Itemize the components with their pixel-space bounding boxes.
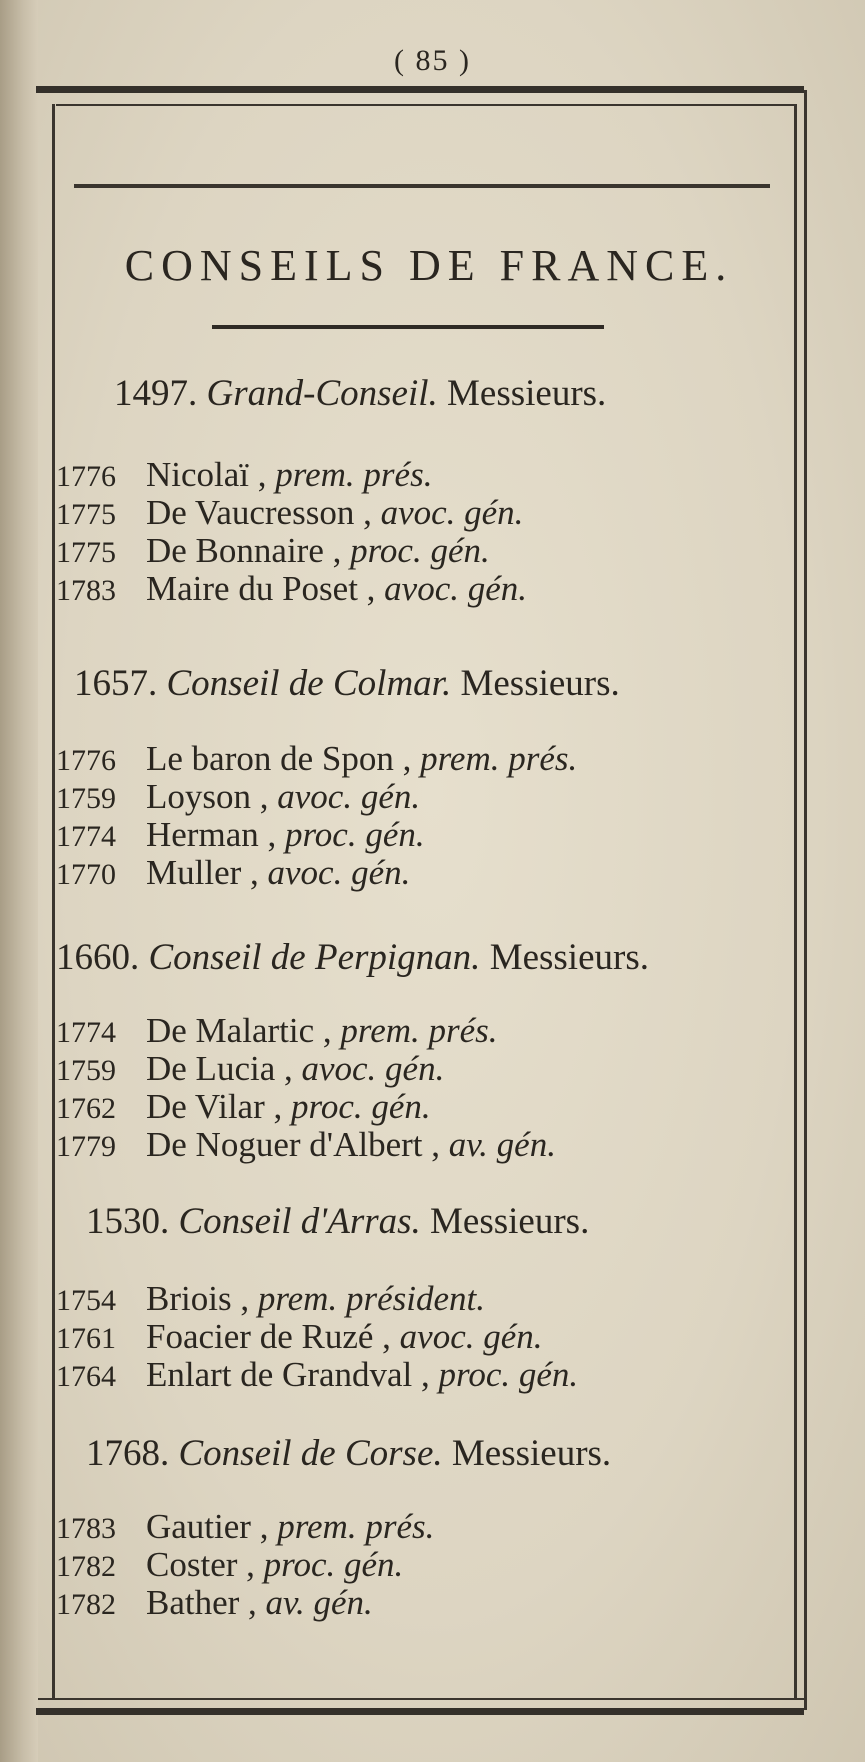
list-item [56,457,801,495]
entry-year: 1762 [56,1092,116,1125]
section-year: 1530. [86,1201,170,1242]
list-item [56,1089,801,1127]
section-heading [56,936,801,979]
entry-name: De Bonnaire , [146,531,342,570]
list-item [56,1585,801,1623]
entry-year: 1774 [56,820,116,853]
page-number: ( 85 ) [394,44,471,77]
bottom-inner-rule [38,1698,806,1700]
entry-title: avoc. gén. [399,1317,543,1356]
right-frame-line-outer [804,90,807,1710]
section-suffix: Messieurs. [430,1201,590,1242]
list-item [56,855,801,893]
entry-name: Gautier , [146,1507,269,1546]
list-item [56,1281,801,1319]
entry-name: Foacier de Ruzé , [146,1317,391,1356]
entry-year: 1783 [56,574,116,607]
entry-year: 1782 [56,1550,116,1583]
section-suffix: Messieurs. [451,1433,612,1474]
entry-title: prem. président. [257,1279,485,1318]
section-year: 1497. [114,373,198,414]
entry-year: 1754 [56,1284,116,1317]
entry-title: av. gén. [265,1583,373,1622]
entry-title: proc. gén. [284,815,425,854]
entry-year: 1775 [56,498,116,531]
entry-name: Le baron de Spon , [146,739,412,778]
section-heading [56,1200,801,1243]
section-name: Conseil de Colmar. [166,663,452,704]
entry-year: 1779 [56,1130,116,1163]
list-item [56,533,801,571]
entry-title: avoc. gén. [267,853,411,892]
section-grand-conseil [56,372,801,609]
section-name: Grand-Conseil. [206,373,438,414]
entry-title: avoc. gén. [384,569,528,608]
entry-name: Coster , [146,1545,255,1584]
entry-year: 1774 [56,1016,116,1049]
list-item [56,1319,801,1357]
section-conseil-corse [56,1432,801,1623]
section-conseil-perpignan [56,936,801,1165]
entry-year: 1764 [56,1360,116,1393]
section-suffix: Messieurs. [447,373,607,414]
entry-title: proc. gén. [438,1355,579,1394]
list-item [56,741,801,779]
entry-name: Bather , [146,1583,257,1622]
section-name: Conseil de Corse. [178,1433,443,1474]
entry-title: avoc. gén. [277,777,421,816]
entry-title: avoc. gén. [380,493,524,532]
list-item [56,1357,801,1395]
entry-name: De Malartic , [146,1011,332,1050]
entry-year: 1759 [56,782,116,815]
entry-year: 1770 [56,858,116,891]
entry-name: Maire du Poset , [146,569,376,608]
entry-year: 1761 [56,1322,116,1355]
entry-name: De Lucia , [146,1049,293,1088]
section-year: 1768. [86,1433,170,1474]
entry-title: prem. prés. [277,1507,435,1546]
page-gutter-shadow [0,0,38,1762]
list-item [56,1547,801,1585]
section-heading [56,662,801,705]
entry-name: De Vaucresson , [146,493,372,532]
list-item [56,1051,801,1089]
section-heading [56,1432,801,1475]
section-year: 1660. [56,937,140,978]
list-item [56,571,801,609]
section-suffix: Messieurs. [489,937,649,978]
list-item [56,817,801,855]
section-name: Conseil de Perpignan. [148,937,481,978]
entry-name: Enlart de Grandval , [146,1355,430,1394]
list-item [56,1013,801,1051]
section-suffix: Messieurs. [460,663,620,704]
entry-title: prem. prés. [275,455,433,494]
entry-name: Herman , [146,815,277,854]
heading-top-rule [74,184,770,188]
section-name: Conseil d'Arras. [178,1201,421,1242]
entry-title: proc. gén. [350,531,490,570]
entry-title: proc. gén. [291,1087,431,1126]
list-item [56,495,801,533]
page-heading: CONSEILS DE FRANCE. [124,241,734,290]
heading-underline-rule [212,325,604,329]
entry-title: proc. gén. [263,1545,404,1584]
section-year: 1657. [74,663,158,704]
entry-year: 1776 [56,744,116,777]
entry-title: av. gén. [448,1125,556,1164]
entry-name: De Noguer d'Albert , [146,1125,440,1164]
entry-year: 1775 [56,536,116,569]
bottom-border-rule [36,1708,804,1715]
entry-name: Muller , [146,853,259,892]
entry-name: De Vilar , [146,1087,283,1126]
entry-title: prem. prés. [420,739,578,778]
entry-title: prem. prés. [340,1011,498,1050]
list-item [56,1127,801,1165]
list-item [56,1509,801,1547]
list-item [56,779,801,817]
entry-year: 1759 [56,1054,116,1087]
section-conseil-colmar [56,662,801,893]
section-conseil-arras [56,1200,801,1395]
entry-name: Briois , [146,1279,250,1318]
entry-year: 1783 [56,1512,116,1545]
entry-name: Loyson , [146,777,269,816]
left-frame-line [52,104,55,1699]
entry-name: Nicolaï , [146,455,267,494]
top-inner-rule [56,104,796,106]
entry-year: 1776 [56,460,116,493]
section-heading [56,372,801,415]
entry-year: 1782 [56,1588,116,1621]
top-border-rule [36,86,804,93]
entry-title: avoc. gén. [301,1049,445,1088]
